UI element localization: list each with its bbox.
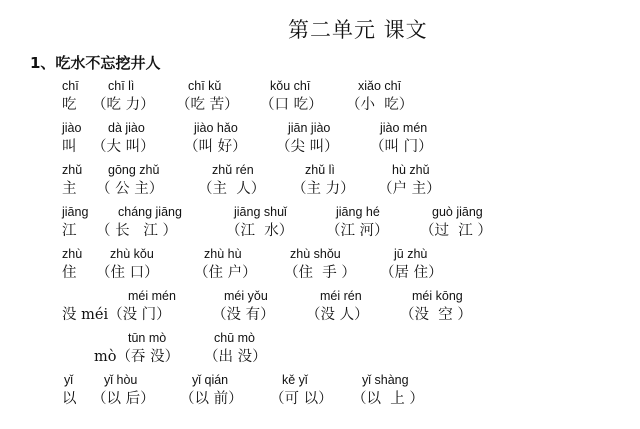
pinyin-label: hù zhǔ [392,163,430,177]
pinyin-label: zhù shǒu [290,247,341,261]
hanzi-word: （没 有） [212,307,275,323]
hanzi-word: （没 人） [306,307,369,323]
pinyin-label: zhù kǒu [110,247,154,261]
hanzi-word: （以 后） [92,391,155,407]
pinyin-label: méi yǒu [224,289,268,303]
pinyin-label: jiào [62,121,82,135]
hanzi-word: 以 [62,391,77,407]
hanzi-word: （江 水） [226,223,294,239]
pinyin-label: kǒu chī [270,79,311,93]
pinyin-label: zhǔ [62,163,83,177]
hanzi-word: （过 江 ） [420,223,492,239]
hanzi-word: （ 公 主） [96,181,164,197]
hanzi-word: 住 [62,265,77,281]
hanzi-word: 叫 [62,139,77,155]
pinyin-label: yǐ shàng [362,373,409,387]
hanzi-word: （没 空 ） [400,307,472,323]
pinyin-label: jiāng hé [336,205,380,219]
pinyin-label: chī kǔ [188,79,222,93]
hanzi-word: （主 人） [198,181,266,197]
hanzi-word: （叫 门） [370,139,433,155]
hanzi-word: （住 手 ） [284,265,356,281]
pinyin-label: yǐ [64,373,74,387]
hanzi-word: （吃 力） [92,97,155,113]
pinyin-label: zhǔ lì [305,163,335,177]
hanzi-word: （以 上 ） [352,391,424,407]
hanzi-word: （尖 叫） [276,139,339,155]
page-title: 第二单元 课文 [288,18,428,42]
pinyin-label: yǐ hòu [104,373,138,387]
pinyin-label: zhù [62,247,83,261]
hanzi-word: （吃 苦） [176,97,239,113]
pinyin-label: tūn mò [128,331,167,345]
hanzi-word: （江 河） [326,223,389,239]
hanzi-word: mò（吞 没） [94,349,180,365]
pinyin-label: méi rén [320,289,362,303]
hanzi-word: （户 主） [378,181,441,197]
pinyin-label: zhǔ rén [212,163,254,177]
hanzi-word: （小 吃） [346,97,414,113]
hanzi-word: （以 前） [180,391,243,407]
pinyin-label: jiān jiào [288,121,331,135]
pinyin-label: jiāng shuǐ [234,205,287,219]
hanzi-word: （口 吃） [260,97,323,113]
hanzi-word: （住 户） [194,265,257,281]
hanzi-word: （居 住） [380,265,443,281]
pinyin-label: kě yǐ [282,373,308,387]
pinyin-label: chī lì [108,79,135,93]
pinyin-label: méi kōng [412,289,463,303]
pinyin-label: jiào hǎo [194,121,238,135]
pinyin-label: cháng jiāng [118,205,182,219]
pinyin-label: chī [62,79,79,93]
hanzi-word: 没 méi（没 门） [62,307,171,323]
hanzi-word: 江 [62,223,77,239]
pinyin-label: yǐ qián [192,373,229,387]
pinyin-label: gōng zhǔ [108,163,160,177]
hanzi-word: （叫 好） [184,139,247,155]
pinyin-label: xiǎo chī [358,79,402,93]
pinyin-label: jiāng [62,205,89,219]
pinyin-label: zhù hù [204,247,242,261]
pinyin-label: jū zhù [394,247,428,261]
hanzi-word: 吃 [62,97,77,113]
hanzi-word: （可 以） [270,391,333,407]
hanzi-word: （主 力） [292,181,355,197]
pinyin-label: jiào mén [380,121,428,135]
section-heading: 1、吃水不忘挖井人 [30,54,161,72]
hanzi-word: （ 长 江 ） [96,223,178,239]
hanzi-word: （大 叫） [92,139,155,155]
pinyin-label: guò jiāng [432,205,483,219]
pinyin-label: dà jiào [108,121,145,135]
hanzi-word: （出 没） [204,349,267,365]
pinyin-label: méi mén [128,289,176,303]
pinyin-label: chū mò [214,331,255,345]
hanzi-word: （住 口） [96,265,159,281]
hanzi-word: 主 [62,181,77,197]
